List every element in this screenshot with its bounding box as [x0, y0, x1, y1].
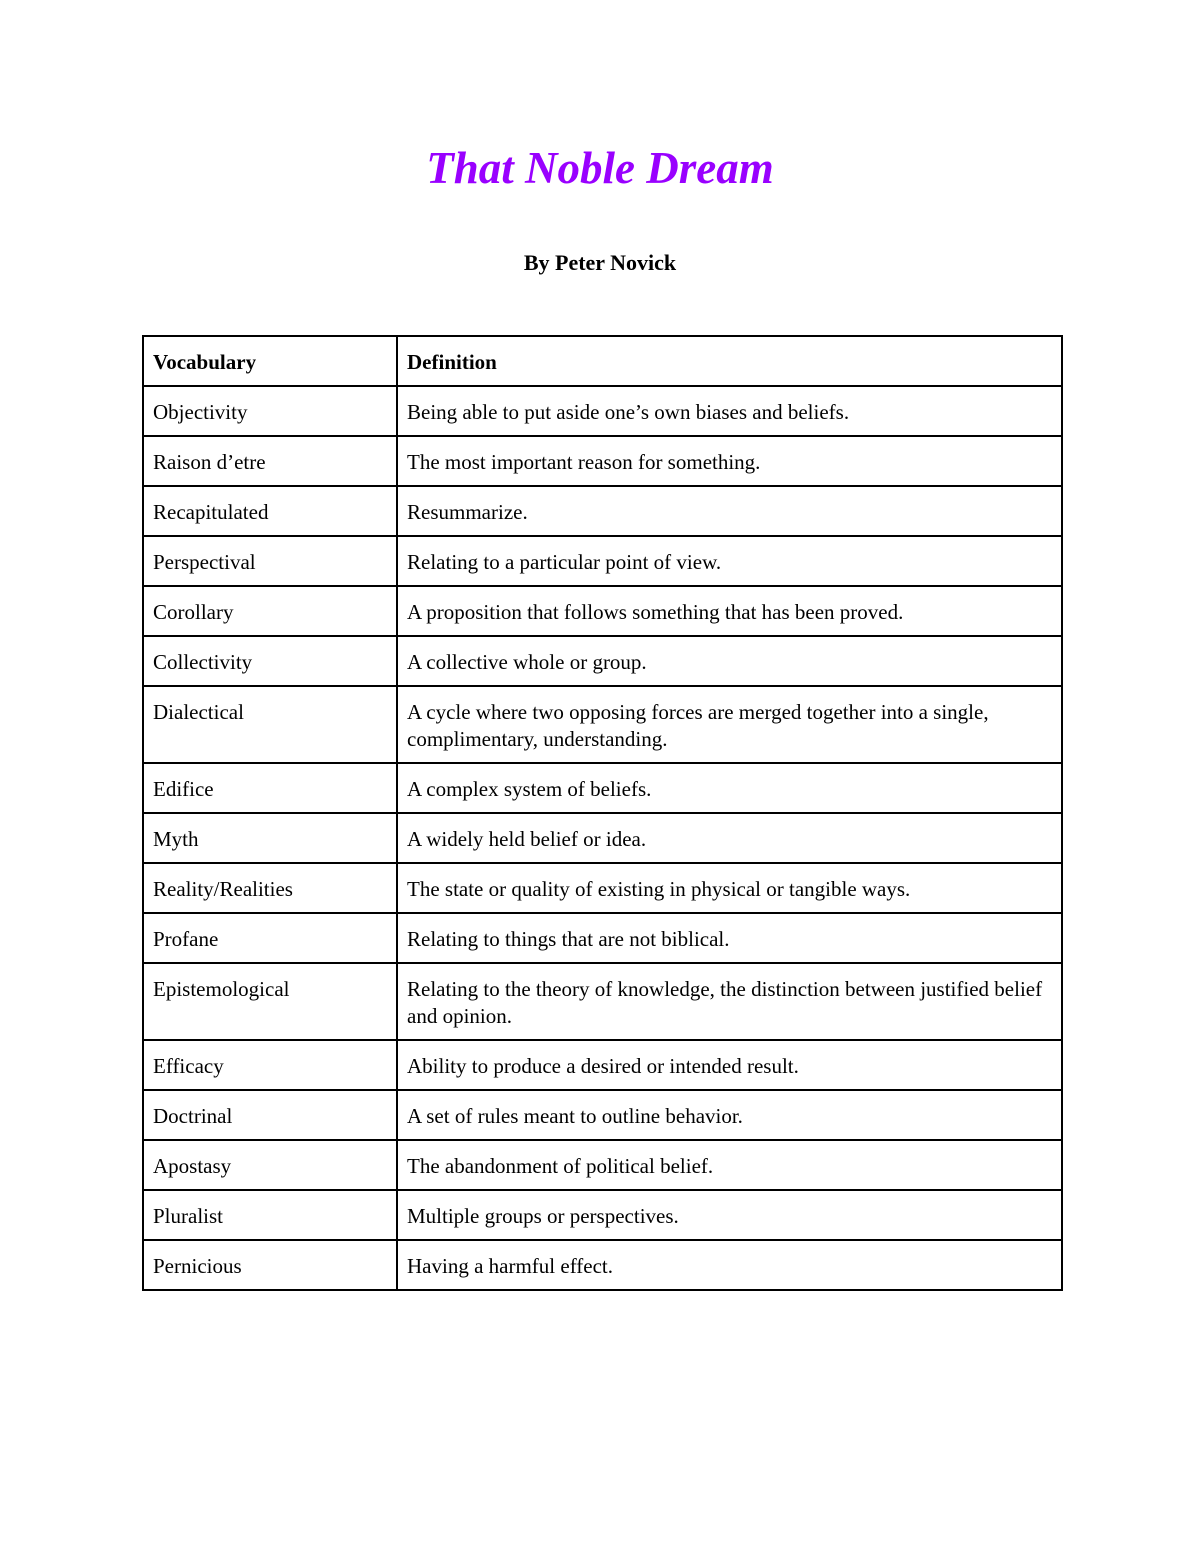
vocabulary-table	[142, 335, 1063, 1291]
table-row	[143, 636, 1062, 686]
document-author: By Peter Novick	[523, 250, 677, 275]
vocabulary-term: Profane	[143, 913, 397, 963]
vocabulary-definition: A set of rules meant to outline behavior.	[397, 1090, 1062, 1140]
table-row	[143, 1140, 1062, 1190]
vocabulary-term: Edifice	[143, 763, 397, 813]
table-row	[143, 536, 1062, 586]
table-row	[143, 686, 1062, 763]
vocabulary-definition: The state or quality of existing in physical or tangible ways.	[397, 863, 1062, 913]
vocabulary-definition: Relating to a particular point of view.	[397, 536, 1062, 586]
table-row	[143, 863, 1062, 913]
table-row	[143, 1040, 1062, 1090]
vocabulary-term: Pluralist	[143, 1190, 397, 1240]
vocabulary-term: Pernicious	[143, 1240, 397, 1290]
vocabulary-term: Recapitulated	[143, 486, 397, 536]
vocabulary-definition: A widely held belief or idea.	[397, 813, 1062, 863]
table-header-row	[143, 336, 1062, 386]
vocabulary-term: Collectivity	[143, 636, 397, 686]
vocabulary-definition: Relating to the theory of knowledge, the distinction between justified belief and opinion.	[397, 963, 1062, 1040]
table-row	[143, 963, 1062, 1040]
vocabulary-term: Corollary	[143, 586, 397, 636]
vocabulary-term: Perspectival	[143, 536, 397, 586]
table-row	[143, 436, 1062, 486]
vocabulary-term: Reality/Realities	[143, 863, 397, 913]
column-header-definition: Definition	[397, 336, 1062, 386]
table-row	[143, 1240, 1062, 1290]
vocabulary-definition: The abandonment of political belief.	[397, 1140, 1062, 1190]
vocabulary-definition: A complex system of beliefs.	[397, 763, 1062, 813]
vocabulary-term: Dialectical	[143, 686, 397, 763]
vocabulary-definition: The most important reason for something.	[397, 436, 1062, 486]
vocabulary-definition: Being able to put aside one’s own biases and beliefs.	[397, 386, 1062, 436]
table-row	[143, 913, 1062, 963]
vocabulary-definition: A proposition that follows something that has been proved.	[397, 586, 1062, 636]
table-row	[143, 486, 1062, 536]
column-header-vocabulary: Vocabulary	[143, 336, 397, 386]
vocabulary-term: Myth	[143, 813, 397, 863]
vocabulary-term: Raison d’etre	[143, 436, 397, 486]
vocabulary-term: Doctrinal	[143, 1090, 397, 1140]
vocabulary-term: Efficacy	[143, 1040, 397, 1090]
vocabulary-definition: A collective whole or group.	[397, 636, 1062, 686]
table-row	[143, 813, 1062, 863]
table-row	[143, 1090, 1062, 1140]
table-row	[143, 386, 1062, 436]
vocabulary-term: Epistemological	[143, 963, 397, 1040]
vocabulary-term: Apostasy	[143, 1140, 397, 1190]
vocabulary-definition: Having a harmful effect.	[397, 1240, 1062, 1290]
document-title: That Noble Dream	[426, 143, 774, 193]
table-row	[143, 586, 1062, 636]
vocabulary-definition: Multiple groups or perspectives.	[397, 1190, 1062, 1240]
vocabulary-term: Objectivity	[143, 386, 397, 436]
vocabulary-definition: A cycle where two opposing forces are merged together into a single, complimentary, understanding.	[397, 686, 1062, 763]
vocabulary-definition: Relating to things that are not biblical.	[397, 913, 1062, 963]
vocabulary-definition: Resummarize.	[397, 486, 1062, 536]
table-row	[143, 763, 1062, 813]
table-row	[143, 1190, 1062, 1240]
vocabulary-definition: Ability to produce a desired or intended result.	[397, 1040, 1062, 1090]
table-body	[143, 386, 1062, 1290]
